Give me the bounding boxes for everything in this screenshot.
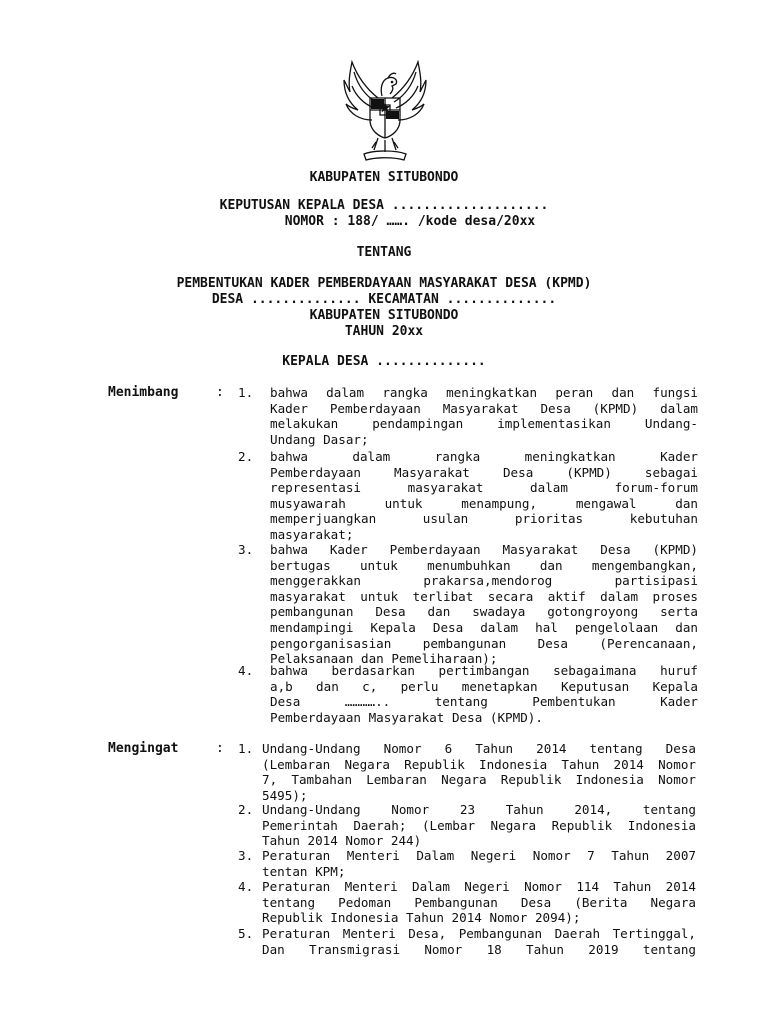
text-line: Undang-Undang Nomor 23 Tahun 2014, tentang [262, 802, 696, 817]
subject-line-2: DESA .............. KECAMATAN .............. [211, 292, 557, 307]
item-text [262, 848, 696, 879]
item-number: 4. [238, 879, 254, 894]
text-line: Peraturan Menteri Desa, Pembangunan Daerah Tertinggal, [262, 926, 696, 941]
text-line: (Lembaran Negara Republik Indonesia Tahun 2014 Nomor [262, 756, 696, 772]
text-line: pembangunan Desa dan swadaya gotongroyong serta [270, 604, 698, 620]
text-line: bahwa Kader Pemberdayaan Masyarakat Desa (KPMD) [270, 542, 698, 557]
text-line: Peraturan Menteri Dalam Negeri Nomor 114 Tahun 2014 [262, 879, 696, 894]
item-number: 5. [238, 926, 254, 941]
text-line: mendampingi Kepala Desa dalam hal pengelolaan dan [270, 619, 698, 635]
subject-line-1: PEMBENTUKAN KADER PEMBERDAYAAN MASYARAKAT DESA (KPMD) [176, 276, 592, 291]
decree-number: NOMOR : 188/ ……. /kode desa/20xx [284, 214, 536, 229]
about-heading: TENTANG [356, 245, 412, 260]
text-line: masyarakat untuk terlibat secara aktif dalam proses [270, 588, 698, 604]
text-line: Undang-Undang Nomor 6 Tahun 2014 tentang Desa [262, 741, 696, 756]
item-number: 1. [238, 741, 254, 756]
text-line: Tahun 2014 Nomor 244) [262, 833, 422, 849]
text-line: Pemerintah Daerah; (Lembar Negara Republik Indonesia [262, 817, 696, 833]
item-number: 4. [238, 663, 254, 678]
item-number: 3. [238, 542, 254, 557]
item-number: 1. [238, 385, 254, 400]
text-line: representasi masyarakat dalam forum-forum [270, 480, 698, 496]
text-line: tentan KPM; [262, 863, 346, 879]
subject-line-4: TAHUN 20xx [344, 324, 424, 339]
text-line: Kader Pemberdayaan Masyarakat Desa (KPMD) dalam [270, 400, 698, 416]
text-line: pengorganisasian pembangunan Desa (Perencanaan, [270, 635, 698, 651]
text-line: Pelaksanaan dan Pemeliharaan); [270, 651, 498, 667]
item-number: 2. [238, 802, 254, 817]
text-line: bahwa dalam rangka meningkatkan Kader [270, 449, 698, 464]
item-text [262, 926, 696, 957]
item-text [270, 385, 698, 447]
decree-title: KEPUTUSAN KEPALA DESA .................... [219, 198, 549, 213]
mengingat-label: Mengingat [108, 741, 179, 756]
text-line: menggerakkan prakarsa,mendorog partisipasi [270, 573, 698, 589]
regency-title: KABUPATEN SITUBONDO [309, 170, 459, 185]
text-line: bahwa berdasarkan pertimbangan sebagaimana huruf [270, 663, 698, 678]
text-line: a,b dan c, perlu menetapkan Keputusan Kepala [270, 678, 698, 694]
text-line: Undang Dasar; [270, 431, 369, 447]
text-line: Republik Indonesia Tahun 2014 Nomor 2094); [262, 910, 581, 926]
text-line: melakukan pendampingan implementasikan Undang- [270, 416, 698, 432]
item-number: 2. [238, 449, 254, 464]
text-line: Dan Transmigrasi Nomor 18 Tahun 2019 tentang [262, 941, 696, 957]
item-text [262, 879, 696, 926]
text-line: Pemberdayaan Masyarakat Desa (KPMD) sebagai [270, 464, 698, 480]
text-line: Pemberdayaan Masyarakat Desa (KPMD). [270, 709, 543, 725]
item-number: 3. [238, 848, 254, 863]
item-text [270, 663, 698, 725]
mengingat-colon: : [216, 741, 224, 756]
text-line: bahwa dalam rangka meningkatkan peran dan fungsi [270, 385, 698, 400]
item-text [262, 802, 696, 849]
menimbang-colon: : [216, 385, 224, 400]
text-line: musyawarah untuk menampung, mengawal dan [270, 495, 698, 511]
text-line: Desa ………….. tentang Pembentukan Kader [270, 694, 698, 710]
subject-line-3: KABUPATEN SITUBONDO [309, 308, 459, 323]
item-text [270, 542, 698, 667]
text-line: bertugas untuk menumbuhkan dan mengembangkan, [270, 557, 698, 573]
text-line: 7, Tambahan Lembaran Negara Republik Indonesia Nomor [262, 772, 696, 788]
text-line: masyarakat; [270, 526, 354, 542]
text-line: Peraturan Menteri Dalam Negeri Nomor 7 Tahun 2007 [262, 848, 696, 863]
village-head-heading: KEPALA DESA .............. [282, 354, 486, 369]
garuda-emblem-icon [338, 58, 432, 162]
text-line: memperjuangkan usulan prioritas kebutuhan [270, 511, 698, 527]
item-text [270, 449, 698, 543]
item-text [262, 741, 696, 803]
text-line: 5495); [262, 787, 308, 803]
text-line: tentang Pedoman Pembangunan Desa (Berita Negara [262, 894, 696, 910]
menimbang-label: Menimbang [108, 385, 179, 400]
